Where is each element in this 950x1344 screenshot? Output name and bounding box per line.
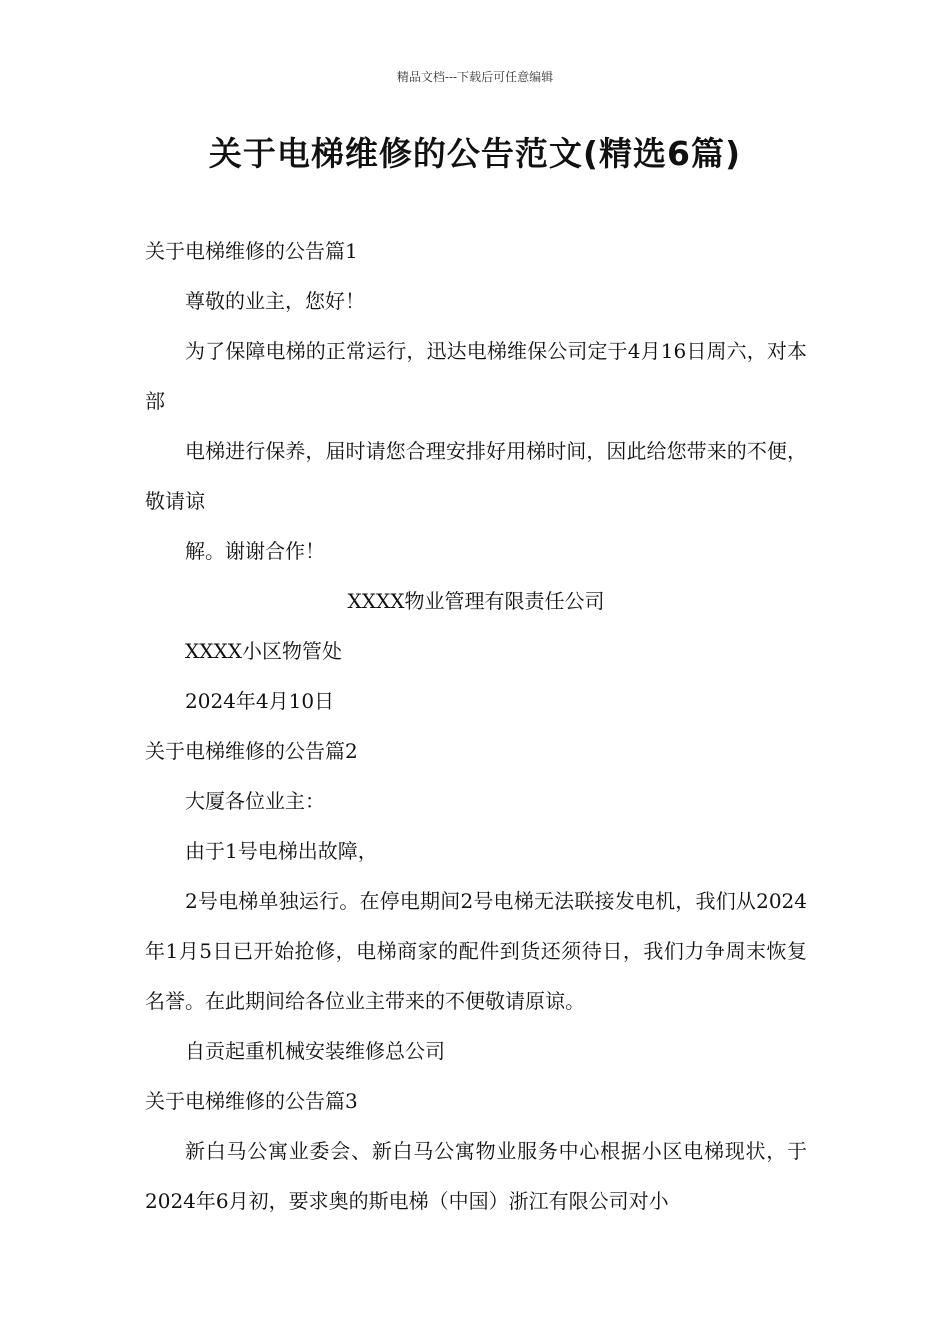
section-1-paragraph-2: 电梯进行保养，届时请您合理安排好用梯时间，因此给您带来的不便，敬请谅 xyxy=(145,439,807,513)
document-body xyxy=(145,226,807,1226)
document-title: 关于电梯维修的公告范文(精选6篇) xyxy=(208,134,742,173)
section-2-paragraph-1: 由于1号电梯出故障， xyxy=(185,839,378,863)
section-1-office: XXXX小区物管处 xyxy=(185,639,342,663)
section-1-company: XXXX物业管理有限责任公司 xyxy=(347,589,605,613)
section-1-greeting: 尊敬的业主，您好！ xyxy=(185,289,365,313)
section-2-greeting: 大厦各位业主： xyxy=(185,789,325,813)
section-2-paragraph-2: 2号电梯单独运行。在停电期间2号电梯无法联接发电机，我们从2024年1月5日已开始抢修，电梯商家的配件到货还须待日，我们力争周末恢复名誉。在此期间给各位业主带来的不便敬请原谅。 xyxy=(145,889,807,1013)
section-1-paragraph-3: 解。谢谢合作！ xyxy=(185,539,325,563)
section-2-heading: 关于电梯维修的公告篇2 xyxy=(145,739,358,763)
header-note: 精品文档---下载后可任意编辑 xyxy=(396,70,554,84)
section-2-company: 自贡起重机械安装维修总公司 xyxy=(185,1039,445,1063)
section-3-heading: 关于电梯维修的公告篇3 xyxy=(145,1089,358,1113)
section-1-heading: 关于电梯维修的公告篇1 xyxy=(145,239,358,263)
section-3-paragraph-1: 新白马公寓业委会、新白马公寓物业服务中心根据小区电梯现状，于2024年6月初，要求奥的斯电梯（中国）浙江有限公司对小 xyxy=(145,1139,807,1213)
section-1-date: 2024年4月10日 xyxy=(185,689,335,713)
section-1-paragraph-1: 为了保障电梯的正常运行，迅达电梯维保公司定于4月16日周六，对本部 xyxy=(145,339,807,413)
